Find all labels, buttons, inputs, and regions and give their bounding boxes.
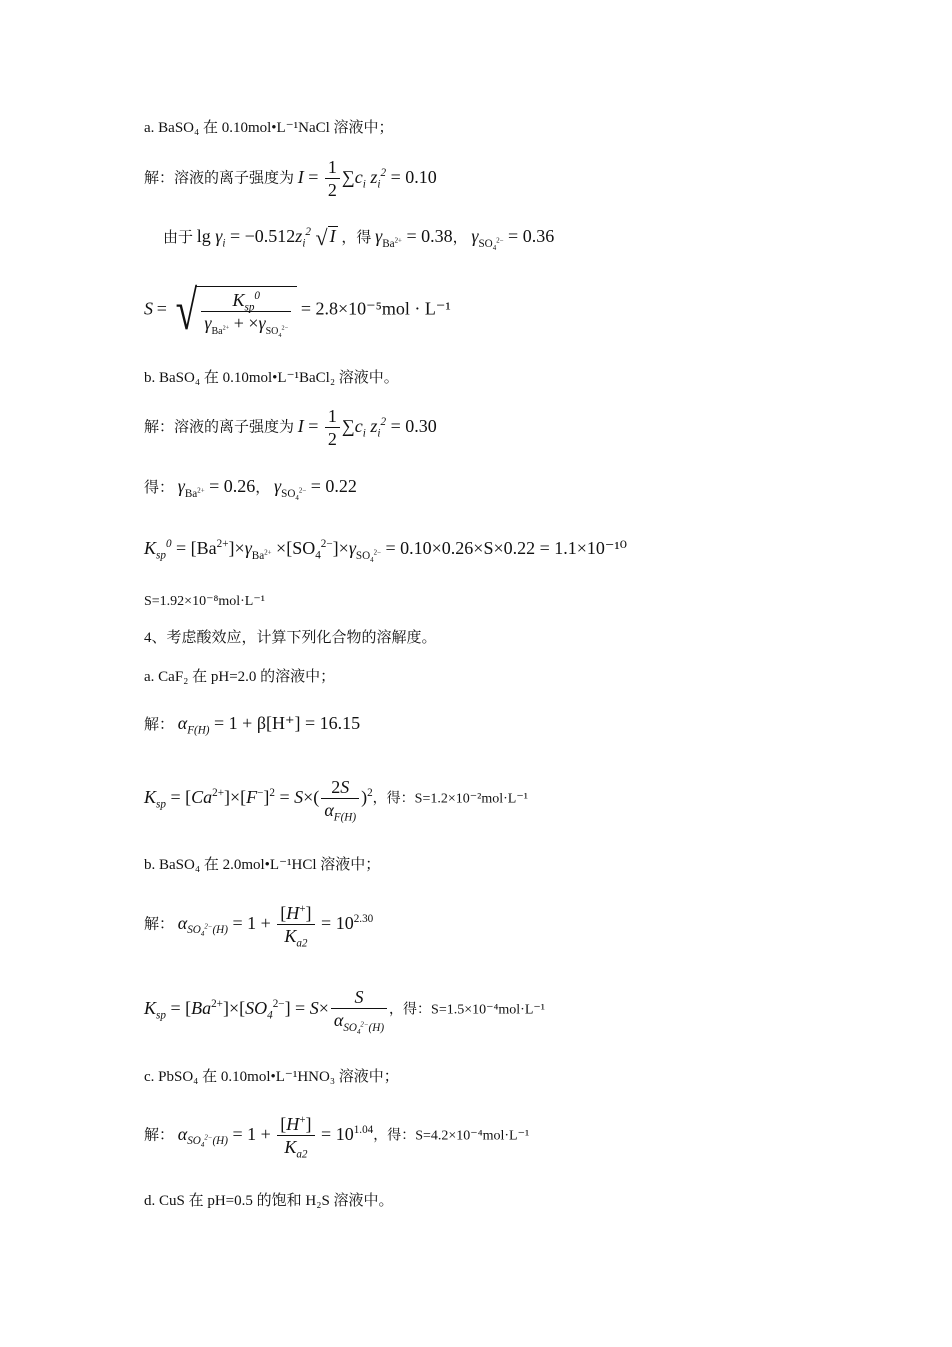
item-4b-heading: b. BaSO₄ 在 2.0mol•L⁻¹HCl 溶液中； bbox=[144, 857, 381, 873]
gamma-ba: $\gamma_{Ba^{2+}} = 0.38$ bbox=[375, 226, 453, 250]
item-a-ionic-strength bbox=[144, 156, 437, 201]
item-4b-alpha: 解： $\alpha_{SO_4^{2-}(H)} = 1$ + $\frac{[H^+]}{K_{a2}}$ = $10^{2.30}$ bbox=[144, 903, 374, 950]
item-4a-ksp: $K_{sp} = [Ca^{2+}]\times[F^-]^2 = S\times$( $\frac{2S}{\alpha_{F(H)}}$ )$^2$，得：S=1.2×10⁻²mol·L⁻¹ bbox=[144, 777, 528, 824]
section-4-title: 4、考虑酸效应，计算下列化合物的溶解度。 bbox=[144, 630, 437, 646]
item-b-ionic-strength: 解：溶液的离子强度为 I = $\frac{1}{2}$ $\sum c_i$ $z_i^2 = 0.30$ bbox=[144, 406, 437, 449]
item-4c-heading: c. PbSO₄ 在 0.10mol•L⁻¹HNO₃ 溶液中； bbox=[144, 1069, 399, 1085]
gamma-so4: $\gamma_{SO_4^{2-}} = 0.36$ bbox=[471, 226, 555, 252]
solution-label: 解：溶液的离子强度为 bbox=[144, 170, 295, 187]
item-4d-heading: d. CuS 在 pH=0.5 的饱和 H₂S 溶液中。 bbox=[144, 1193, 394, 1209]
item-a-heading: a. BaSO₄ 在 0.10mol•L⁻¹NaCl 溶液中； bbox=[144, 120, 394, 136]
item-a-solubility: S = √ $\frac{K_{sp}^0}{\gamma_{Ba^{2+}} + \times\gamma_{SO_4^{2-}}}$ = 2.8×10⁻⁵mol · L⁻¹ bbox=[144, 280, 451, 342]
lg-gamma-formula: $\lg \gamma_i = -0.512z_i^2$ √ I bbox=[196, 224, 336, 250]
solubility-result: = 2.8×10⁻⁵mol · L⁻¹ bbox=[300, 298, 451, 319]
item-4a-heading: a. CaF₂ 在 pH=2.0 的溶液中； bbox=[144, 669, 336, 685]
item-4b-ksp: $K_{sp} = [Ba^{2+}]\times[SO_4^{2-}] = S\times$ $\frac{S}{\alpha_{SO_4^{2-}(H)}}$ ，得：S=1.5×10⁻⁴mol·L⁻¹ bbox=[144, 987, 545, 1036]
item-b-heading: b. BaSO₄ 在 0.10mol•L⁻¹BaCl₂ 溶液中。 bbox=[144, 370, 399, 386]
ionic-formula: I = $\frac{1}{2}$ $\sum c_i$ $z_i^2 = 0.10$ bbox=[297, 157, 437, 200]
item-a-activity: 由于 $\lg \gamma_i = -0.512z_i^2$ √ I ，得 $\gamma_{Ba^{2+}} = 0.38$， $\gamma_{SO_4^{2-}} = 0.36$ bbox=[163, 224, 555, 252]
item-4a-alpha: 解： $\alpha_{F(H)} = 1 + \beta[H^+] = 16.15$ bbox=[144, 713, 361, 737]
item-b-ksp-equation: $K_{sp}^0 = [Ba^{2+}]\times\gamma_{Ba^{2+}} \times[SO_4^{2-}]\times\gamma_{SO_4^{2-}} = 0.10\times 0.26\times S\times 0.22 = 1.1\times 10^{-10}$ bbox=[144, 538, 628, 564]
item-4c-alpha: 解： $\alpha_{SO_4^{2-}(H)} = 1$ + $\frac{[H^+]}{K_{a2}}$ = $10^{1.04}$，得：S=4.2×10⁻⁴mol·L⁻¹ bbox=[144, 1114, 530, 1161]
item-b-solubility: S=1.92×10⁻⁸mol·L⁻¹ bbox=[144, 594, 265, 609]
item-b-activity: 得： $\gamma_{Ba^{2+}} = 0.26$， $\gamma_{SO_4^{2-}} = 0.22$ bbox=[144, 476, 357, 502]
